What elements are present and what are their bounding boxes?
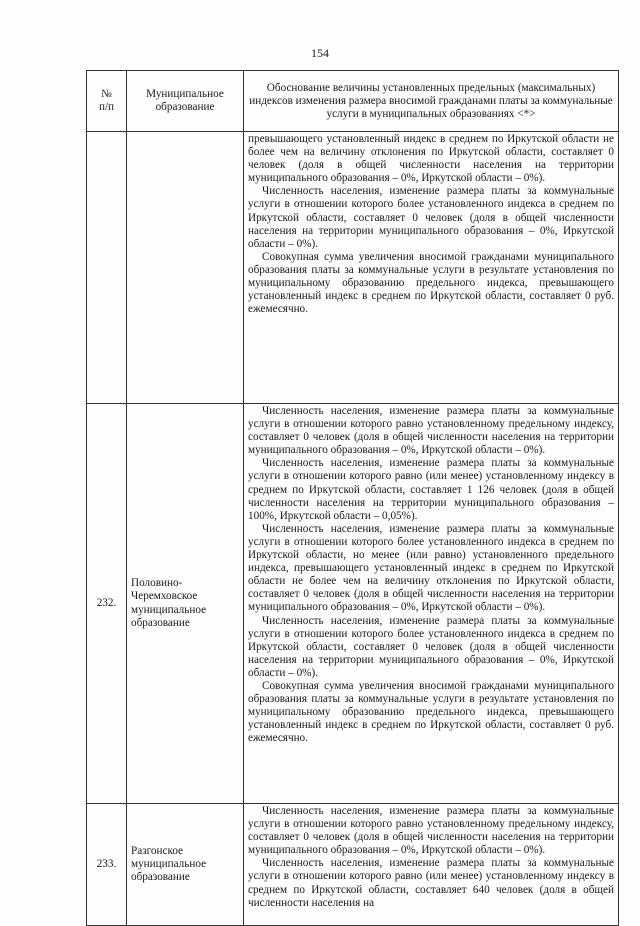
justification-paragraph: Численность населения, изменение размера платы за коммунальные услуги в отношении которого равно установленному предельному индексу, составляет 0 человек (доля в общей численности населения на территории муниципального образования – 0%, Иркутской области – 0%).: [248, 805, 614, 857]
justification-paragraph: Численность населения, изменение размера платы за коммунальные услуги в отношении которого равно установленному предельному индексу, составляет 0 человек (доля в общей численности населения на территории муниципального образования – 0%, Иркутской области – 0%).: [248, 405, 614, 457]
justification-paragraph: превышающего установленный индекс в среднем по Иркутской области не более чем на величину отклонения по Иркутской области, составляет 0 человек (доля в общей численности населения на территории муниципального образования – 0%, Иркутской области – 0%).: [248, 133, 614, 185]
justification-paragraph: Численность населения, изменение размера платы за коммунальные услуги в отношении которого более установленного индекса в среднем по Иркутской области, составляет 0 человек (доля в общей численности населения на территории муниципального образования – 0%, Иркутской области – 0%).: [248, 185, 614, 250]
row-number: [87, 132, 127, 404]
municipality-name: Половино-Черемховское муниципальное образование: [127, 404, 244, 804]
table-header-row: [87, 71, 619, 132]
justification-text: [244, 404, 619, 804]
table-row: [87, 404, 619, 804]
header-justification: Обоснование величины установленных предельных (максимальных) индексов изменения размера вносимой гражданами платы за коммунальные услуги в муниципальных образованиях <*>: [244, 71, 619, 132]
justification-paragraph: Численность населения, изменение размера платы за коммунальные услуги в отношении которого равно (или менее) установленному индексу в среднем по Иркутской области, составляет 640 человек (доля в общей численности населения на: [248, 857, 614, 909]
indices-table: [86, 70, 619, 926]
row-number: 232.: [87, 404, 127, 804]
justification-paragraph: Численность населения, изменение размера платы за коммунальные услуги в отношении которого более установленного индекса в среднем по Иркутской области, составляет 0 человек (доля в общей численности населения на территории муниципального образования – 0%, Иркутской области – 0%).: [248, 614, 614, 679]
justification-paragraph: Совокупная сумма увеличения вносимой гражданами муниципального образования платы за коммунальные услуги в результате установления по муниципальному образованию предельного индекса, превышающего установленный индекс в среднем по Иркутской области, составляет 0 руб. ежемесячно.: [248, 250, 614, 316]
municipality-name: Разгонское муниципальное образование: [127, 804, 244, 926]
municipality-name: [127, 132, 244, 404]
header-number-line2: п/п: [98, 101, 115, 113]
header-number: [87, 71, 127, 132]
table-row: [87, 804, 619, 926]
page-number: 154: [311, 46, 329, 60]
justification-paragraph: Совокупная сумма увеличения вносимой гражданами муниципального образования платы за коммунальные услуги в результате установления по муниципальному образованию предельного индекса, превышающего установленный индекс в среднем по Иркутской области, составляет 0 руб. ежемесячно.: [248, 679, 614, 745]
table-row: [87, 132, 619, 404]
header-number-line1: №: [101, 88, 112, 100]
justification-text: [244, 132, 619, 404]
header-municipality: Муниципальное образование: [127, 71, 244, 132]
justification-paragraph: Численность населения, изменение размера платы за коммунальные услуги в отношении которого более установленного индекса в среднем по Иркутской области, но менее (или равно) установленного предельного индекса, превышающего установленный индекс в среднем по Иркутской области не более чем на величину отклонения по Иркутской области, составляет 0 человек (доля в общей численности населения на территории муниципального образования – 0%, Иркутской области – 0%).: [248, 522, 614, 614]
justification-paragraph: Численность населения, изменение размера платы за коммунальные услуги в отношении которого равно (или менее) установленному индексу в среднем по Иркутской области, составляет 1 126 человек (доля в общей численности населения на территории муниципального образования – 100%, Иркутской области – 0,05%).: [248, 457, 614, 522]
justification-text: [244, 804, 619, 926]
row-number: 233.: [87, 804, 127, 926]
